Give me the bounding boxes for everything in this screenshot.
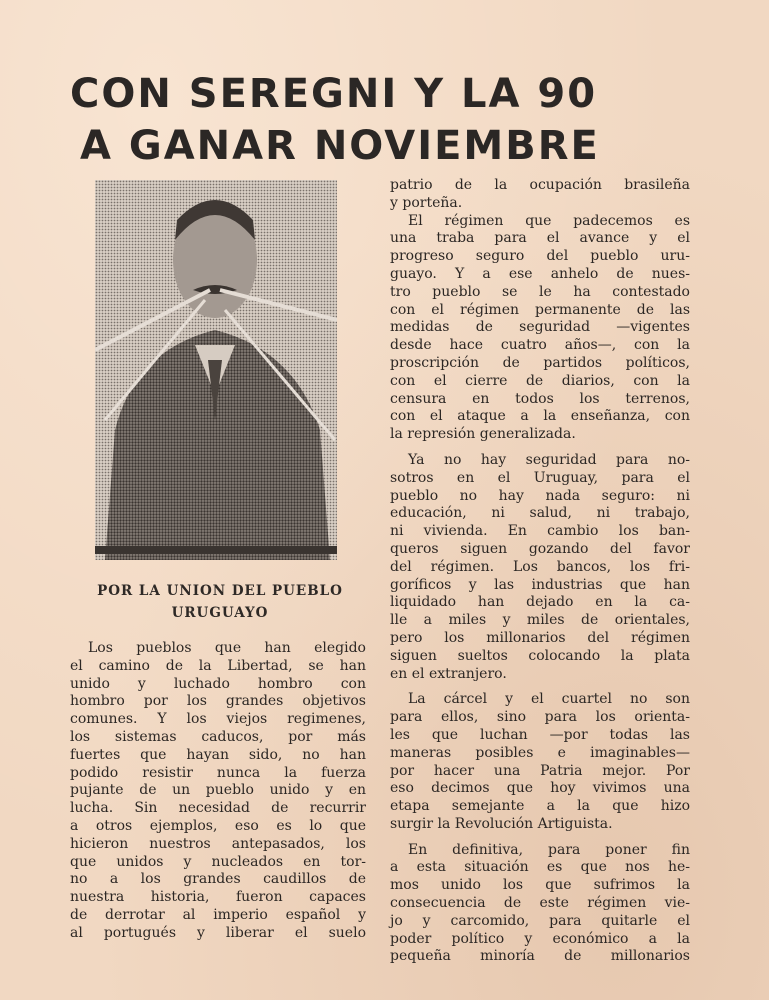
text-line: jo y carcomido, para quitarle el [390, 912, 690, 929]
text-line: comunes. Y los viejos regimenes, [70, 711, 366, 728]
text-line: surgir la Revolución Artiguista. [390, 815, 613, 832]
text-line: hombro por los grandes objetivos [70, 693, 366, 710]
text-line: sotros en el Uruguay, para el [390, 469, 690, 486]
caption-line-1: POR LA UNION DEL PUEBLO [97, 583, 343, 599]
text-line: etapa semejante a la que hizo [390, 798, 690, 815]
text-line: pueblo no hay nada seguro: ni [390, 487, 690, 504]
portrait-photo [95, 180, 337, 560]
text-line: eso decimos que hoy vivimos una [390, 780, 690, 797]
text-line: siguen sueltos colocando la plata [390, 647, 690, 664]
caption-line-2: URUGUAYO [171, 605, 269, 621]
text-line: tro pueblo se le ha contestado [390, 283, 690, 300]
photo-caption [70, 580, 370, 624]
text-line: pujante de un pueblo unido y en [70, 782, 366, 799]
text-line: patrio de la ocupación brasileña [390, 177, 690, 193]
text-line: hicieron nuestros antepasados, los [70, 835, 366, 852]
text-line: consecuencia de este régimen vie- [390, 895, 690, 912]
text-line: con el cierre de diarios, con la [390, 372, 690, 389]
text-line: la represión generalizada. [390, 426, 576, 443]
text-line: para ellos, sino para los orienta- [390, 709, 690, 726]
text-line: el camino de la Libertad, se han [70, 657, 366, 674]
text-line: guayo. Y a ese anhelo de nues- [390, 265, 690, 282]
text-line: Los pueblos que han elegido [88, 640, 366, 656]
portrait-photo-icon [95, 180, 337, 560]
text-line: educación, ni salud, ni trabajo, [390, 505, 690, 522]
text-line: una traba para el avance y el [390, 230, 690, 247]
text-line: unido y luchado hombro con [70, 675, 366, 692]
text-line: poder político y económico a la [390, 930, 690, 947]
text-line: del régimen. Los bancos, los fri- [390, 558, 690, 575]
text-line: de derrotar al imperio español y [70, 906, 366, 923]
headline [60, 68, 700, 172]
text-line: y porteña. [390, 194, 463, 211]
headline-line-2: A GANAR NOVIEMBRE [80, 123, 600, 169]
text-line: lucha. Sin necesidad de recurrir [70, 800, 366, 817]
left-column-text [70, 640, 366, 943]
text-line: En definitiva, para poner fin [408, 841, 690, 858]
text-line: por hacer una Patria mejor. Por [390, 762, 690, 779]
text-line: mos unido los que sufrimos la [390, 877, 690, 894]
text-line: lle a miles y miles de orientales, [390, 612, 690, 629]
text-line: les que luchan —por todas las [390, 726, 690, 743]
text-line: goríficos y las industrias que han [390, 576, 690, 593]
text-line: no a los grandes caudillos de [70, 871, 366, 888]
text-line: queros siguen gozando del favor [390, 540, 690, 557]
text-line: Ya no hay seguridad para no- [408, 451, 690, 468]
text-line: desde hace cuatro años—, con la [390, 337, 690, 354]
headline-line-1: CON SEREGNI Y LA 90 [70, 71, 598, 117]
text-line: a otros ejemplos, eso es lo que [70, 817, 366, 834]
text-line: a esta situación es que nos he- [390, 859, 690, 876]
text-line: fuertes que hayan sido, no han [70, 746, 366, 763]
text-line: con el régimen permanente de las [390, 301, 690, 318]
text-line: los sistemas caducos, por más [70, 728, 366, 745]
text-line: La cárcel y el cuartel no son [408, 691, 690, 708]
text-line: proscripción de partidos políticos, [390, 354, 690, 371]
text-line: medidas de seguridad —vigentes [390, 319, 690, 336]
text-line: liquidado han dejado en la ca- [390, 594, 690, 611]
text-line: con el ataque a la enseñanza, con [390, 408, 690, 425]
text-line: pequeña minoría de millonarios [390, 948, 690, 965]
text-line: progreso seguro del pueblo uru- [390, 248, 690, 265]
text-line: al portugués y liberar el suelo [70, 924, 366, 941]
text-line: podido resistir nunca la fuerza [70, 764, 366, 781]
text-line: nuestra historia, fueron capaces [70, 889, 366, 906]
text-line: ni vivienda. En cambio los ban- [390, 523, 690, 540]
right-column-text [390, 177, 690, 966]
text-line: pero los millonarios del régimen [390, 629, 690, 646]
text-line: que unidos y nucleados en tor- [70, 853, 366, 870]
text-line: El régimen que padecemos es [408, 212, 690, 229]
text-line: censura en todos los terrenos, [390, 390, 690, 407]
text-line: en el extranjero. [390, 665, 507, 682]
text-line: maneras posibles e imaginables— [390, 744, 690, 761]
